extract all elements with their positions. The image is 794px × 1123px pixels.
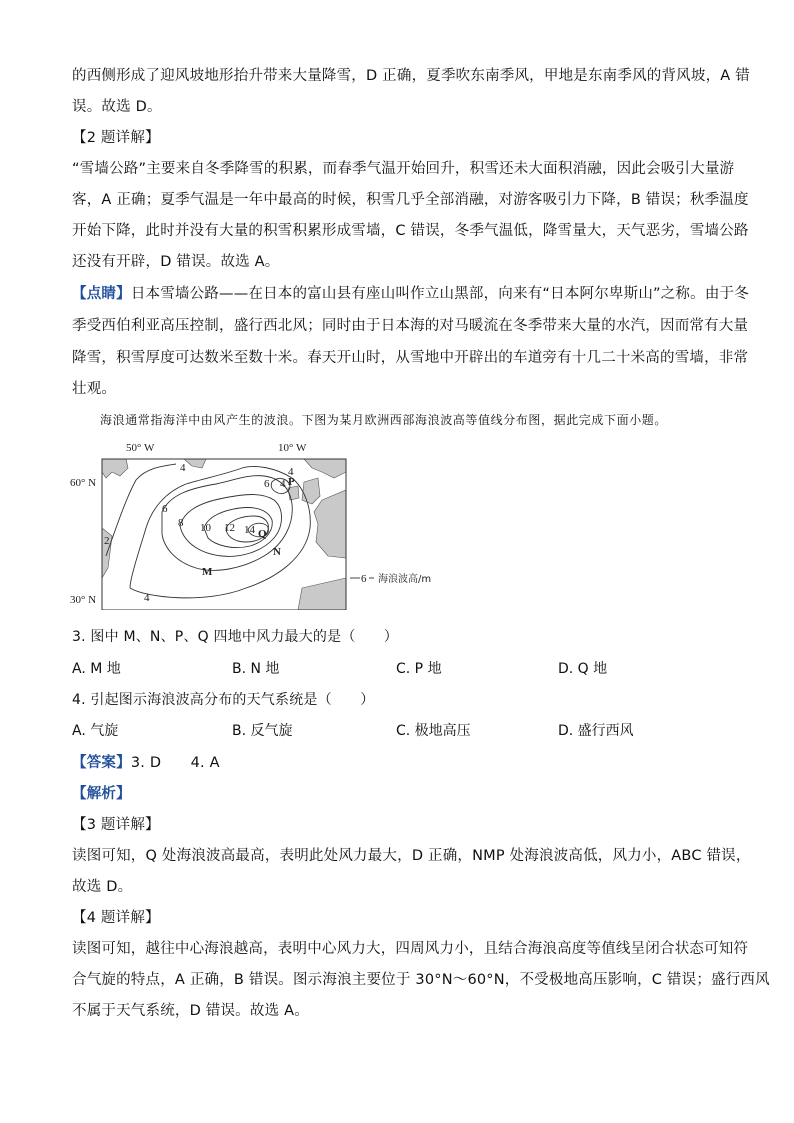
q4-detail-line-2: 合气旋的特点，A 正确，B 错误。图示海浪主要位于 30°N～60°N，不受极地高压影响，C 错误；盛行西风 bbox=[72, 972, 770, 988]
tip-text-1: 日本雪墙公路——在日本的富山县有座山叫作立山黑部，向来有“日本阿尔卑斯山”之称。由于冬 bbox=[130, 286, 749, 302]
analysis-label bbox=[72, 784, 732, 804]
point-n: N bbox=[273, 546, 281, 558]
wave-height-map bbox=[66, 438, 466, 610]
q2-detail-line-4: 还没有开辟，D 错误。故选 A。 bbox=[72, 254, 280, 270]
land-iceland bbox=[184, 459, 206, 468]
answer-label: 【答案】 bbox=[72, 755, 131, 771]
contour-label: 14 bbox=[244, 524, 255, 536]
answer-text: 3. D 4. A bbox=[130, 755, 220, 771]
land-greenland bbox=[102, 459, 128, 478]
q4-stem: 4. 引起图示海浪波高分布的天气系统是（ ） bbox=[72, 692, 375, 708]
q4-detail-heading: 【4 题详解】 bbox=[72, 910, 160, 926]
contour-label: 12 bbox=[224, 522, 235, 534]
q4-option-b[interactable]: B. 反气旋 bbox=[232, 723, 293, 739]
tip-line-1 bbox=[72, 284, 749, 304]
land-europe bbox=[314, 490, 346, 558]
tip-line-2: 季受西伯利亚高压控制，盛行西北风；同时由于日本海的对马暖流在冬季带来大量的水汽，因而常有大量 bbox=[72, 318, 749, 334]
q3-option-a[interactable]: A. M 地 bbox=[72, 661, 121, 677]
q3-detail-line-2: 故选 D。 bbox=[72, 879, 133, 895]
q4-option-a[interactable]: A. 气旋 bbox=[72, 723, 119, 739]
lat-label-60n: 60° N bbox=[70, 477, 97, 489]
contour-label: 4 bbox=[144, 592, 150, 604]
q2-detail-heading: 【2 题详解】 bbox=[72, 130, 160, 146]
point-p: P bbox=[288, 476, 295, 488]
tip-line-3: 降雪，积雪厚度可达数米至数十米。春天开山时，从雪地中开辟出的车道旁有十几二十米高的雪墙，非常 bbox=[72, 350, 749, 366]
q3-option-b[interactable]: B. N 地 bbox=[232, 661, 280, 677]
q3-option-d[interactable]: D. Q 地 bbox=[558, 661, 608, 677]
q1-detail-line-1: 的西侧形成了迎风坡地形抬升带来大量降雪，D 正确，夏季吹东南季风，甲地是东南季风的背风坡，A 错 bbox=[72, 68, 750, 84]
legend-text: 海浪波高/m bbox=[378, 574, 432, 585]
tip-label: 【点睛】 bbox=[72, 286, 131, 302]
contour-label: 8 bbox=[178, 517, 184, 529]
lon-label-50w: 50° W bbox=[126, 442, 155, 454]
lon-label-10w: 10° W bbox=[278, 442, 307, 454]
q2-detail-line-1: “雪墙公路”主要来自冬季降雪的积累，而春季气温开始回升，积雪还未大面积消融，因此会吸引大量游 bbox=[72, 161, 735, 177]
contour-label: 6 bbox=[162, 503, 168, 515]
answer-line bbox=[72, 753, 732, 773]
contour-label: 2 bbox=[104, 535, 110, 547]
q2-detail-line-3: 开始下降，此时并没有大量的积雪积累形成雪墙，C 错误，冬季气温低，降雪量大，天气恶劣，雪墙公路 bbox=[72, 223, 749, 239]
contour-label: 6 bbox=[264, 478, 270, 490]
q3-detail-line-1: 读图可知，Q 处海浪波高最高，表明此处风力最大，D 正确，NMP 处海浪波高低，风力小，ABC 错误， bbox=[72, 848, 751, 864]
q2-detail-line-2: 客，A 正确；夏季气温是一年中最高的时候，积雪几乎全部消融，对游客吸引力下降，B 错误；秋季温度 bbox=[72, 192, 749, 208]
contour-label: 4 bbox=[180, 462, 186, 474]
q1-detail-line-2: 误。故选 D。 bbox=[72, 99, 162, 115]
q3-stem: 3. 图中 M、N、P、Q 四地中风力最大的是（ ） bbox=[72, 629, 399, 645]
analysis-label-text: 【解析】 bbox=[72, 786, 131, 802]
land-scandinavia bbox=[304, 459, 346, 478]
land-british-isles bbox=[302, 478, 320, 504]
q4-option-c[interactable]: C. 极地高压 bbox=[396, 723, 471, 739]
contour-label: 10 bbox=[200, 522, 211, 534]
lat-label-30n: 30° N bbox=[70, 594, 97, 606]
question-intro: 海浪通常指海洋中由风产生的波浪。下图为某月欧洲西部海浪波高等值线分布图，据此完成下面小题。 bbox=[100, 413, 668, 427]
land-africa bbox=[298, 578, 346, 610]
point-q: Q bbox=[258, 528, 267, 540]
q4-detail-line-1: 读图可知，越往中心海浪越高，表明中心风力大，四周风力小，且结合海浪高度等值线呈闭合状态可知符 bbox=[72, 941, 749, 957]
q4-detail-line-3: 不属于天气系统，D 错误。故选 A。 bbox=[72, 1003, 309, 1019]
q3-detail-heading: 【3 题详解】 bbox=[72, 817, 160, 833]
legend-value: 6 bbox=[361, 573, 367, 585]
q4-option-d[interactable]: D. 盛行西风 bbox=[558, 723, 634, 739]
point-m: M bbox=[202, 566, 213, 578]
q3-option-c[interactable]: C. P 地 bbox=[396, 661, 442, 677]
contour-label: 4 bbox=[280, 478, 286, 490]
contour-label: 4 bbox=[288, 466, 294, 478]
tip-line-4: 壮观。 bbox=[72, 381, 117, 397]
